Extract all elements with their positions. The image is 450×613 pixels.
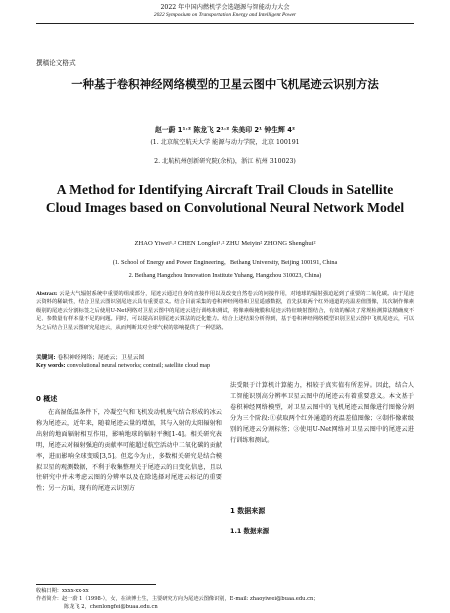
authors-en: ZHAO Yiwei¹˒² CHEN Longfei¹˒² ZHU Meiyin² ZHONG Shenghui² (134, 240, 316, 247)
affiliation-cn-1: (1. 北京航空航天大学 能源与动力学院，北京 100191 (150, 139, 300, 146)
keywords-cn-label: 关键词: (36, 355, 56, 361)
footnote-divider (36, 584, 156, 585)
keywords-en (36, 363, 414, 369)
header-divider (36, 23, 414, 24)
section-0-heading: 0 概述 (36, 395, 58, 403)
paper-title-cn: 一种基于卷积神经网络模型的卫星云图中飞机尾迹云识别方法 (71, 77, 379, 91)
affiliation-cn-2: 2. 北航杭州创新研究院(余杭)，浙江 杭州 310023) (154, 158, 296, 165)
keywords-en-label: Key words: (36, 363, 66, 369)
paper-format-tag: 撰稿论文格式 (36, 59, 76, 67)
footnote-author-1: 作者简介：赵一蔚 1（1998-），女，在读博士生，主要研究方向为尾迹云图像识别，E-mail: zhaoyiwei@buaa.edu.cn； (36, 596, 319, 602)
keywords-en-text: convolutional neural networks; contrail; satellite cloud map (67, 363, 210, 369)
keywords-cn-text: 卷积神经网络；尾迹云；卫星云图 (57, 355, 145, 361)
conference-header (0, 4, 450, 19)
abstract (36, 290, 414, 332)
conference-name-cn: 2022 年中国内燃机学会选题源与智能动力大会 (160, 4, 290, 11)
authors-cn: 赵一蔚 1¹˒² 陈龙飞 2¹˒² 朱美印 2¹ 钟生辉 4² (155, 126, 295, 134)
section-0-paragraph: 在高湿低温条件下，冷凝空气和飞机发动机废气结合形成的冰云称为尾迹云，近年来，随着尾迹云量的增加，其与入射的太阳辐射和出射的地面辐射相互作用，影响地球的辐射平衡[1-4]。相关研究表明，尾迹云对辐射强迫的贡献率可能超过航空活动中二氧化碳的贡献率，进而影响全球变暖[3,5]。但迄今为止，多数相关研究是结合模拟卫星的观测数据，不利于收集整理关于尾迹云的日变化信息，且以往研究中并未考虑云图的分辨率以及在除选择对尾迹云标记的重要性；另一方面，现有的尾迹云识别方 (36, 409, 222, 493)
abstract-text: 云是大气辐射系统中重要的组成部分，尾迹云通过自身的直接作用以及改变自然卷云的问接作用，对地球的辐射强迫起到了重要的二氧化碳。由于尾迹云资料的稀缺性，结合卫星云图识别尾迹云具有重要意义。结合目前采集的卷积神经网络和卫星遥感数据，首先获取两个红外通道的亮温差值图像，其次制作像素级别的尾迹云分割标签之后使用U-Net网络对卫星云图中的尾迹云进行训练和测试，将像素级掩膜和尾迹云特征映射图结合，有效的解决了常规检测算法精确度不足、参数量有样本量不足的问题。同时，可以提高识别尾迹云算法的泛化能力。结合上述结果分析得到，基于卷积神经网络模型识别卫星云图中飞机尾迹云，可以为之后结合卫星云图研究尾迹云，从而判断其对全球气候的影响提供了一种思路。 (36, 291, 414, 331)
affiliation-en-1: (1. School of Energy and Power Engineering，Beihang University, Beijing 100191, China (112, 259, 338, 266)
right-column (230, 381, 414, 446)
conference-name-en: 2022 Symposium on Transportation Energy and Intelligent Power (153, 12, 297, 18)
paper-title-en: A Method for Identifying Aircraft Trail Clouds in Satellite Cloud Images based on Convolutional Neural Network Model (45, 182, 405, 215)
left-column (36, 393, 222, 495)
footnote-received: 收稿日期：xxxx-xx-xx (36, 588, 89, 594)
abstract-label: Abstract: (36, 291, 58, 297)
keywords-cn (36, 352, 414, 361)
section-1-1-heading: 1.1 数据来源 (230, 527, 270, 535)
section-1-heading: 1 数据来源 (230, 507, 266, 515)
right-column-paragraph: 法受限于计算机计算能力，相较于真实值有所差异。因此，结合人工智能识别高分辨率卫星云图中的尾迹云有着重要意义。本文基于卷积神经网络模型，对卫星云图中的飞机尾迹云图像进行图像分割分为三个阶段:①获取两个红外通道的亮温差值图像；②制作像素级别的尾迹云分割标签；③使用U-Net网络对卫星云图中的尾迹云进行训练和测试。 (230, 382, 414, 444)
affiliation-en-2: 2. Beihang Hangzhou Innovation Institute Yuhang, Hangzhou 310023, China) (128, 272, 322, 279)
footnote-author-2: 陈龙飞 2，chenlongfei@buaa.edu.cn (64, 604, 158, 610)
